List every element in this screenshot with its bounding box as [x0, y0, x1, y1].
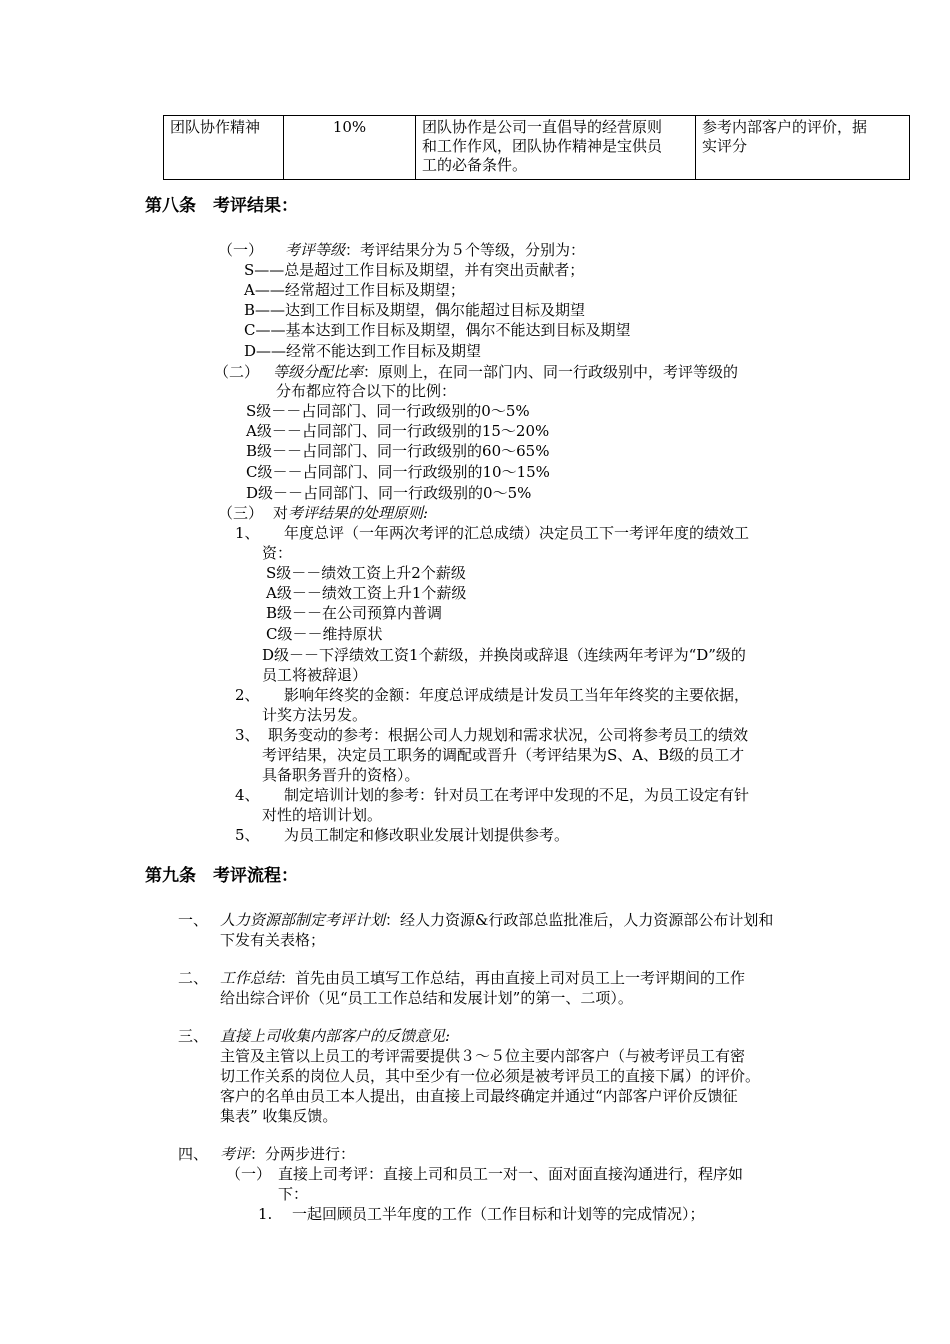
article-8-title: 第八条 考评结果：: [145, 196, 298, 216]
criterion-description: [416, 116, 696, 180]
salary-line: 员工将被辞退）: [262, 666, 368, 684]
step-text: ：分两步进行：: [250, 1145, 356, 1163]
item-number: 3、: [235, 726, 260, 744]
method-line: 参考内部客户的评价，据: [702, 118, 868, 136]
item-number: 2、: [235, 686, 260, 704]
item-line: 影响年终奖的金额：年度总评成绩是计发员工当年年终奖的主要依据，: [284, 686, 750, 704]
grade-line: A——经常超过工作目标及期望；: [244, 281, 465, 299]
substep-item-text: 一起回顾员工半年度的工作（工作目标和计划等的完成情况）；: [292, 1205, 705, 1223]
section-number: （一）: [218, 241, 264, 259]
section-label: 考评结果的处理原则: [288, 504, 424, 522]
criterion-weight: 10%: [284, 116, 416, 180]
section-text: ：原则上，在同一部门内、同一行政级别中，考评等级的: [363, 363, 739, 381]
substep-text: 直接上司考评：直接上司和员工一对一、面对面直接沟通进行，程序如: [278, 1165, 744, 1183]
item-line: 制定培训计划的参考：针对员工在考评中发现的不足，为员工设定有针: [284, 786, 750, 804]
salary-line: D级－－下浮绩效工资1个薪级，并换岗或辞退（连续两年考评为“D”级的: [262, 646, 746, 664]
step-text-cont: 下发有关表格；: [220, 931, 326, 949]
item-number: 5、: [235, 826, 260, 844]
item-line: 为员工制定和修改职业发展计划提供参考。: [284, 826, 570, 844]
grade-line: S——总是超过工作目标及期望，并有突出贡献者；: [244, 261, 585, 279]
step-number: 一、: [178, 911, 209, 929]
ratio-line: C级－－占同部门、同一行政级别的10～15%: [246, 463, 550, 481]
step-text: ：经人力资源&行政部总监批准后，人力资源部公布计划和: [385, 911, 774, 929]
item-line: 考评结果，决定员工职务的调配或晋升（考评结果为S、A、B级的员工才: [262, 746, 745, 764]
section-8-1: [218, 240, 585, 260]
step-number: 三、: [178, 1027, 209, 1045]
item-line: 对性的培训计划。: [262, 806, 383, 824]
step-label: 考评: [220, 1145, 251, 1163]
step-line: 客户的名单由员工本人提出，由直接上司最终确定并通过“内部客户评价反馈征: [220, 1087, 738, 1105]
step-3: 直接上司收集内部客户的反馈意见:: [220, 1027, 451, 1045]
item-number: 4、: [235, 786, 260, 804]
step-label: 工作总结: [220, 969, 281, 987]
step-2: [220, 968, 745, 988]
description-line: 和工作作风，团队协作精神是宝供员: [422, 137, 663, 155]
article-9-title: 第九条 考评流程：: [145, 866, 298, 886]
substep-text-cont: 下：: [278, 1185, 309, 1203]
section-text: ：考评结果分为５个等级，分别为：: [345, 241, 586, 259]
item-number: 1、: [235, 524, 260, 542]
item-line: 职务变动的参考：根据公司人力规划和需求状况，公司将参考员工的绩效: [268, 726, 749, 744]
description-line: 工的必备条件。: [422, 156, 528, 174]
grade-line: B——达到工作目标及期望，偶尔能超过目标及期望: [244, 301, 586, 319]
section-8-3: （三） 对考评结果的处理原则:: [218, 504, 429, 522]
method-line: 实评分: [702, 137, 748, 155]
section-number: （二）: [214, 363, 260, 381]
description-line: 团队协作是公司一直倡导的经营原则: [422, 118, 663, 136]
grade-line: D——经常不能达到工作目标及期望: [244, 342, 482, 360]
substep-item-number: 1.: [258, 1205, 273, 1223]
ratio-line: B级－－占同部门、同一行政级别的60～65%: [246, 442, 550, 460]
item-line: 资：: [262, 544, 293, 562]
step-number: 四、: [178, 1145, 209, 1163]
step-text-cont: 给出综合评价（见“员工工作总结和发展计划”的第一、二项）。: [220, 989, 633, 1007]
criterion-name: 团队协作精神: [164, 116, 284, 180]
criterion-method: [696, 116, 910, 180]
ratio-line: D级－－占同部门、同一行政级别的0～5%: [246, 484, 532, 502]
salary-line: B级－－在公司预算内普调: [266, 604, 443, 622]
grade-line: C——基本达到工作目标及期望，偶尔不能达到目标及期望: [244, 321, 631, 339]
ratio-line: A级－－占同部门、同一行政级别的15～20%: [246, 422, 550, 440]
section-text-cont: 分布都应符合以下的比例：: [276, 382, 457, 400]
item-line: 计奖方法另发。: [262, 706, 368, 724]
ratio-line: S级－－占同部门、同一行政级别的0～5%: [246, 402, 530, 420]
section-pre: 对: [273, 504, 289, 522]
step-1: [220, 910, 773, 930]
step-number: 二、: [178, 969, 209, 987]
section-8-2: [214, 362, 738, 382]
section-label: 等级分配比率: [273, 363, 364, 381]
criteria-table: [163, 115, 910, 180]
step-4: [220, 1144, 355, 1164]
salary-line: A级－－绩效工资上升1个薪级: [266, 584, 467, 602]
step-line: 集表” 收集反馈。: [220, 1107, 338, 1125]
step-label: 直接上司收集内部客户的反馈意见: [220, 1027, 446, 1045]
step-line: 主管及主管以上员工的考评需要提供３～５位主要内部客户（与被考评员工有密: [220, 1047, 746, 1065]
step-label: 人力资源部制定考评计划: [220, 911, 386, 929]
step-line: 切工作关系的岗位人员，其中至少有一位必须是被考评员工的直接下属）的评价。: [220, 1067, 761, 1085]
substep-number: （一）: [226, 1165, 272, 1183]
salary-line: C级－－维持原状: [266, 625, 383, 643]
item-line: 具备职务晋升的资格）。: [262, 766, 420, 784]
salary-line: S级－－绩效工资上升2个薪级: [266, 564, 466, 582]
item-line: 年度总评（一年两次考评的汇总成绩）决定员工下一考评年度的绩效工: [284, 524, 750, 542]
step-text: ：首先由员工填写工作总结，再由直接上司对员工上一考评期间的工作: [280, 969, 746, 987]
table-row: [164, 116, 910, 180]
section-label: 考评等级: [285, 241, 346, 259]
section-number: （三）: [218, 504, 264, 522]
